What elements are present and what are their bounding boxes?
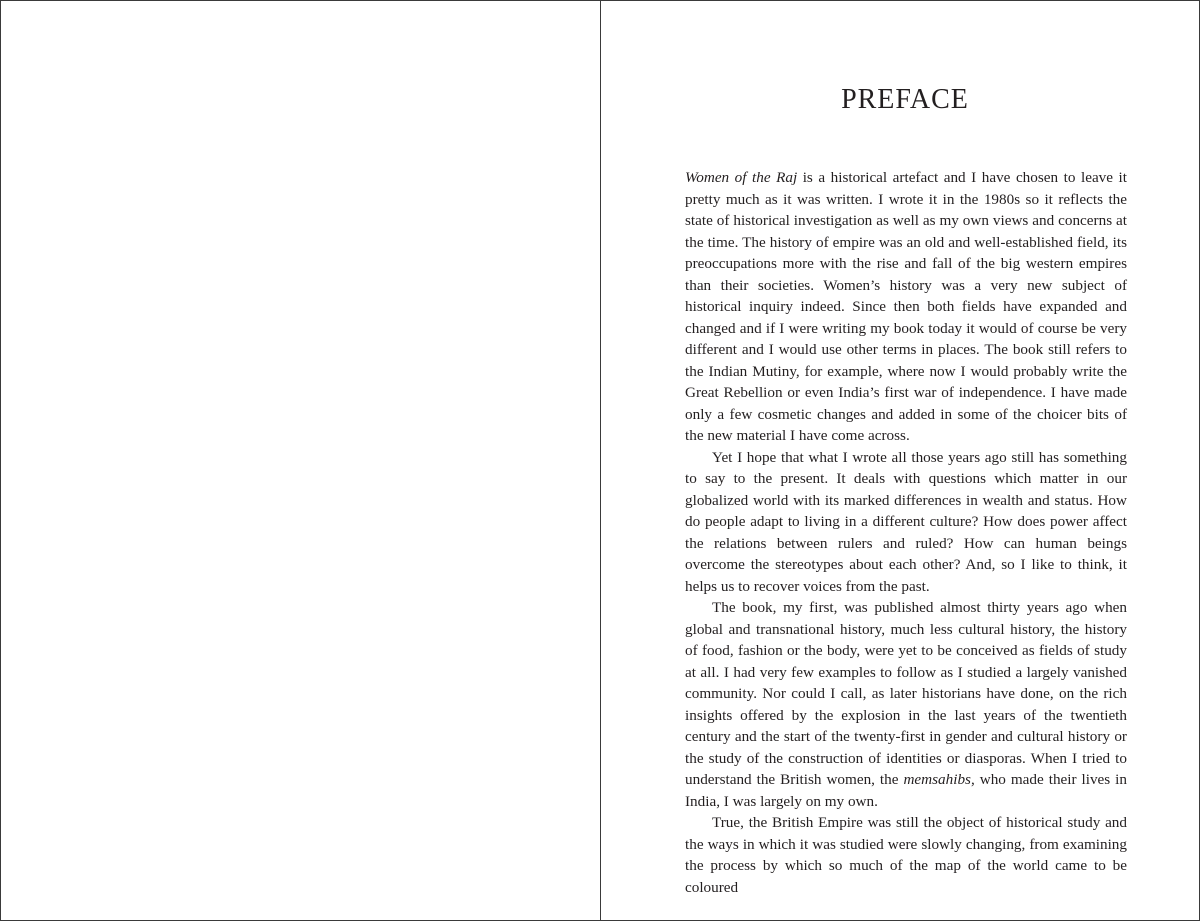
paragraph-2: Yet I hope that what I wrote all those years ago still has something to say to the present. It deals with questions which matter in our globalized world with its marked differences in wealth and status. How do people adapt to living in a different culture? How does power affect the relations between rulers and ruled? How can human beings overcome the stereotypes about each other? And, so I like to think, it helps us to recover voices from the past. [685,448,1127,595]
book-title-italic: Women of the Raj [685,169,798,186]
paragraph-1-text: is a historical artefact and I have chosen to leave it pretty much as it was written. I wrote it in the 1980s so it reflects the state of historical investigation as well as my own views and concerns at the time. The history of empire was an old and well-established field, its preoccupations more with the rise and fall of the big western empires than their societies. Women’s history was a very new subject of historical inquiry indeed. Since then both fields have expanded and changed and if I were writing my book today it would of course be very different and I would use other terms in places. The book still refers to the Indian Mutiny, for example, where now I would probably write the Great Rebellion or even India’s first war of independence. I have made only a few cosmetic changes and added in some of the choicer bits of the new material I have come across. [685,169,1127,444]
chapter-title: PREFACE [841,84,969,115]
paragraph-3-text-before: The book, my first, was published almost thirty years ago when global and transnational history, much less cultural history, the history of food, fashion or the body, were yet to be conceived as fields of study at all. I had very few examples to follow as I studied a largely vanished community. Nor could I call, as later historians have done, on the rich insights offered by the explosion in the last years of the twentieth century and the start of the twenty-first in gender and cultural history or the study of the construction of identities or diasporas. When I tried to understand the British women, the [685,599,1127,788]
paragraph-3 [685,597,1127,812]
left-page-blank [1,1,600,920]
right-page [601,1,1199,920]
memsahibs-italic: memsahibs [903,771,971,788]
preface-body [685,167,1127,898]
paragraph-4: True, the British Empire was still the object of historical study and the ways in which it was studied were slowly changing, from examining the process by which so much of the map of the world came to be coloured [685,814,1127,896]
paragraph-3-text-after: , who made their lives in India, I was largely on my own. [685,771,1127,810]
paragraph-1 [685,167,1127,447]
